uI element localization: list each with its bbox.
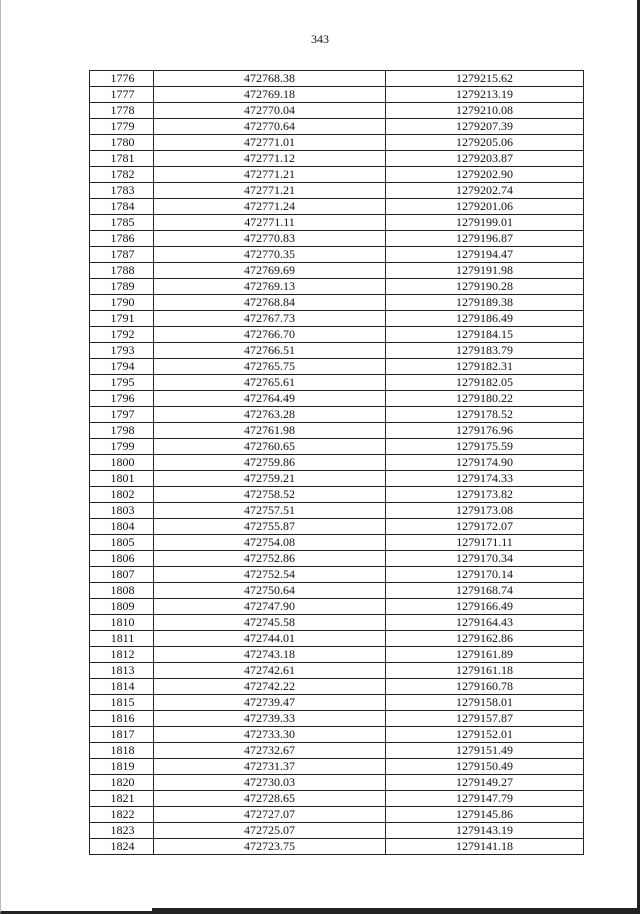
y-coordinate-cell: 1279205.06 <box>386 135 584 151</box>
x-coordinate-cell: 472739.33 <box>154 711 386 727</box>
y-coordinate-cell: 1279164.43 <box>386 615 584 631</box>
table-row <box>90 375 584 391</box>
point-number-cell: 1784 <box>90 199 154 215</box>
table-row <box>90 119 584 135</box>
y-coordinate-cell: 1279151.49 <box>386 743 584 759</box>
x-coordinate-cell: 472771.21 <box>154 183 386 199</box>
y-coordinate-cell: 1279147.79 <box>386 791 584 807</box>
y-coordinate-cell: 1279173.82 <box>386 487 584 503</box>
point-number-cell: 1794 <box>90 359 154 375</box>
point-number-cell: 1789 <box>90 279 154 295</box>
coordinates-table-body <box>90 71 584 855</box>
point-number-cell: 1821 <box>90 791 154 807</box>
x-coordinate-cell: 472743.18 <box>154 647 386 663</box>
x-coordinate-cell: 472744.01 <box>154 631 386 647</box>
x-coordinate-cell: 472771.11 <box>154 215 386 231</box>
table-row <box>90 551 584 567</box>
table-row <box>90 583 584 599</box>
x-coordinate-cell: 472761.98 <box>154 423 386 439</box>
table-row <box>90 151 584 167</box>
y-coordinate-cell: 1279202.74 <box>386 183 584 199</box>
y-coordinate-cell: 1279150.49 <box>386 759 584 775</box>
y-coordinate-cell: 1279182.05 <box>386 375 584 391</box>
x-coordinate-cell: 472763.28 <box>154 407 386 423</box>
y-coordinate-cell: 1279184.15 <box>386 327 584 343</box>
y-coordinate-cell: 1279172.07 <box>386 519 584 535</box>
y-coordinate-cell: 1279152.01 <box>386 727 584 743</box>
table-row <box>90 343 584 359</box>
x-coordinate-cell: 472731.37 <box>154 759 386 775</box>
point-number-cell: 1811 <box>90 631 154 647</box>
y-coordinate-cell: 1279189.38 <box>386 295 584 311</box>
y-coordinate-cell: 1279215.62 <box>386 71 584 87</box>
table-row <box>90 695 584 711</box>
point-number-cell: 1806 <box>90 551 154 567</box>
point-number-cell: 1824 <box>90 839 154 855</box>
table-row <box>90 231 584 247</box>
x-coordinate-cell: 472742.22 <box>154 679 386 695</box>
point-number-cell: 1778 <box>90 103 154 119</box>
table-row <box>90 199 584 215</box>
x-coordinate-cell: 472770.04 <box>154 103 386 119</box>
table-row <box>90 839 584 855</box>
table-row <box>90 791 584 807</box>
y-coordinate-cell: 1279178.52 <box>386 407 584 423</box>
point-number-cell: 1790 <box>90 295 154 311</box>
point-number-cell: 1797 <box>90 407 154 423</box>
x-coordinate-cell: 472771.21 <box>154 167 386 183</box>
y-coordinate-cell: 1279213.19 <box>386 87 584 103</box>
y-coordinate-cell: 1279171.11 <box>386 535 584 551</box>
x-coordinate-cell: 472727.07 <box>154 807 386 823</box>
table-row <box>90 183 584 199</box>
table-row <box>90 359 584 375</box>
point-number-cell: 1820 <box>90 775 154 791</box>
x-coordinate-cell: 472750.64 <box>154 583 386 599</box>
table-row <box>90 663 584 679</box>
point-number-cell: 1819 <box>90 759 154 775</box>
point-number-cell: 1818 <box>90 743 154 759</box>
point-number-cell: 1798 <box>90 423 154 439</box>
x-coordinate-cell: 472728.65 <box>154 791 386 807</box>
table-row <box>90 519 584 535</box>
y-coordinate-cell: 1279174.90 <box>386 455 584 471</box>
point-number-cell: 1793 <box>90 343 154 359</box>
x-coordinate-cell: 472770.83 <box>154 231 386 247</box>
point-number-cell: 1802 <box>90 487 154 503</box>
coordinates-table <box>89 70 584 855</box>
x-coordinate-cell: 472768.84 <box>154 295 386 311</box>
point-number-cell: 1783 <box>90 183 154 199</box>
point-number-cell: 1817 <box>90 727 154 743</box>
table-row <box>90 679 584 695</box>
x-coordinate-cell: 472754.08 <box>154 535 386 551</box>
x-coordinate-cell: 472745.58 <box>154 615 386 631</box>
table-row <box>90 471 584 487</box>
point-number-cell: 1779 <box>90 119 154 135</box>
y-coordinate-cell: 1279190.28 <box>386 279 584 295</box>
table-row <box>90 71 584 87</box>
x-coordinate-cell: 472771.01 <box>154 135 386 151</box>
table-row <box>90 743 584 759</box>
x-coordinate-cell: 472752.86 <box>154 551 386 567</box>
point-number-cell: 1787 <box>90 247 154 263</box>
point-number-cell: 1808 <box>90 583 154 599</box>
table-row <box>90 759 584 775</box>
table-row <box>90 487 584 503</box>
table-row <box>90 567 584 583</box>
y-coordinate-cell: 1279160.78 <box>386 679 584 695</box>
point-number-cell: 1801 <box>90 471 154 487</box>
point-number-cell: 1780 <box>90 135 154 151</box>
x-coordinate-cell: 472769.18 <box>154 87 386 103</box>
y-coordinate-cell: 1279186.49 <box>386 311 584 327</box>
bottom-rule <box>152 908 640 911</box>
table-row <box>90 727 584 743</box>
x-coordinate-cell: 472730.03 <box>154 775 386 791</box>
y-coordinate-cell: 1279202.90 <box>386 167 584 183</box>
table-row <box>90 423 584 439</box>
point-number-cell: 1795 <box>90 375 154 391</box>
point-number-cell: 1800 <box>90 455 154 471</box>
point-number-cell: 1814 <box>90 679 154 695</box>
x-coordinate-cell: 472733.30 <box>154 727 386 743</box>
y-coordinate-cell: 1279162.86 <box>386 631 584 647</box>
x-coordinate-cell: 472770.35 <box>154 247 386 263</box>
x-coordinate-cell: 472769.13 <box>154 279 386 295</box>
y-coordinate-cell: 1279173.08 <box>386 503 584 519</box>
x-coordinate-cell: 472759.86 <box>154 455 386 471</box>
x-coordinate-cell: 472758.52 <box>154 487 386 503</box>
x-coordinate-cell: 472723.75 <box>154 839 386 855</box>
table-row <box>90 823 584 839</box>
point-number-cell: 1815 <box>90 695 154 711</box>
y-coordinate-cell: 1279170.14 <box>386 567 584 583</box>
point-number-cell: 1807 <box>90 567 154 583</box>
x-coordinate-cell: 472765.61 <box>154 375 386 391</box>
point-number-cell: 1785 <box>90 215 154 231</box>
y-coordinate-cell: 1279145.86 <box>386 807 584 823</box>
point-number-cell: 1786 <box>90 231 154 247</box>
table-row <box>90 311 584 327</box>
y-coordinate-cell: 1279194.47 <box>386 247 584 263</box>
table-row <box>90 455 584 471</box>
table-row <box>90 631 584 647</box>
point-number-cell: 1792 <box>90 327 154 343</box>
x-coordinate-cell: 472766.70 <box>154 327 386 343</box>
table-row <box>90 295 584 311</box>
table-row <box>90 535 584 551</box>
table-row <box>90 87 584 103</box>
point-number-cell: 1816 <box>90 711 154 727</box>
table-row <box>90 807 584 823</box>
table-row <box>90 103 584 119</box>
y-coordinate-cell: 1279174.33 <box>386 471 584 487</box>
x-coordinate-cell: 472747.90 <box>154 599 386 615</box>
table-row <box>90 439 584 455</box>
x-coordinate-cell: 472759.21 <box>154 471 386 487</box>
table-row <box>90 503 584 519</box>
point-number-cell: 1799 <box>90 439 154 455</box>
x-coordinate-cell: 472765.75 <box>154 359 386 375</box>
table-row <box>90 647 584 663</box>
y-coordinate-cell: 1279170.34 <box>386 551 584 567</box>
point-number-cell: 1804 <box>90 519 154 535</box>
point-number-cell: 1805 <box>90 535 154 551</box>
x-coordinate-cell: 472755.87 <box>154 519 386 535</box>
point-number-cell: 1812 <box>90 647 154 663</box>
x-coordinate-cell: 472768.38 <box>154 71 386 87</box>
table-row <box>90 407 584 423</box>
x-coordinate-cell: 472732.67 <box>154 743 386 759</box>
y-coordinate-cell: 1279183.79 <box>386 343 584 359</box>
y-coordinate-cell: 1279157.87 <box>386 711 584 727</box>
y-coordinate-cell: 1279161.18 <box>386 663 584 679</box>
point-number-cell: 1782 <box>90 167 154 183</box>
y-coordinate-cell: 1279161.89 <box>386 647 584 663</box>
point-number-cell: 1791 <box>90 311 154 327</box>
x-coordinate-cell: 472769.69 <box>154 263 386 279</box>
point-number-cell: 1776 <box>90 71 154 87</box>
y-coordinate-cell: 1279203.87 <box>386 151 584 167</box>
y-coordinate-cell: 1279149.27 <box>386 775 584 791</box>
point-number-cell: 1810 <box>90 615 154 631</box>
point-number-cell: 1777 <box>90 87 154 103</box>
table-row <box>90 215 584 231</box>
x-coordinate-cell: 472760.65 <box>154 439 386 455</box>
y-coordinate-cell: 1279175.59 <box>386 439 584 455</box>
y-coordinate-cell: 1279196.87 <box>386 231 584 247</box>
table-row <box>90 615 584 631</box>
x-coordinate-cell: 472767.73 <box>154 311 386 327</box>
table-row <box>90 599 584 615</box>
y-coordinate-cell: 1279210.08 <box>386 103 584 119</box>
y-coordinate-cell: 1279141.18 <box>386 839 584 855</box>
table-row <box>90 167 584 183</box>
table-row <box>90 135 584 151</box>
point-number-cell: 1803 <box>90 503 154 519</box>
table-row <box>90 279 584 295</box>
point-number-cell: 1823 <box>90 823 154 839</box>
point-number-cell: 1809 <box>90 599 154 615</box>
point-number-cell: 1813 <box>90 663 154 679</box>
point-number-cell: 1822 <box>90 807 154 823</box>
x-coordinate-cell: 472725.07 <box>154 823 386 839</box>
x-coordinate-cell: 472752.54 <box>154 567 386 583</box>
page-number: 343 <box>311 32 329 46</box>
x-coordinate-cell: 472771.12 <box>154 151 386 167</box>
table-row <box>90 391 584 407</box>
point-number-cell: 1788 <box>90 263 154 279</box>
y-coordinate-cell: 1279166.49 <box>386 599 584 615</box>
x-coordinate-cell: 472766.51 <box>154 343 386 359</box>
y-coordinate-cell: 1279176.96 <box>386 423 584 439</box>
x-coordinate-cell: 472739.47 <box>154 695 386 711</box>
y-coordinate-cell: 1279201.06 <box>386 199 584 215</box>
table-row <box>90 327 584 343</box>
y-coordinate-cell: 1279199.01 <box>386 215 584 231</box>
table-row <box>90 263 584 279</box>
x-coordinate-cell: 472771.24 <box>154 199 386 215</box>
point-number-cell: 1781 <box>90 151 154 167</box>
y-coordinate-cell: 1279191.98 <box>386 263 584 279</box>
y-coordinate-cell: 1279180.22 <box>386 391 584 407</box>
y-coordinate-cell: 1279207.39 <box>386 119 584 135</box>
y-coordinate-cell: 1279143.19 <box>386 823 584 839</box>
y-coordinate-cell: 1279158.01 <box>386 695 584 711</box>
table-row <box>90 247 584 263</box>
x-coordinate-cell: 472757.51 <box>154 503 386 519</box>
y-coordinate-cell: 1279182.31 <box>386 359 584 375</box>
point-number-cell: 1796 <box>90 391 154 407</box>
x-coordinate-cell: 472770.64 <box>154 119 386 135</box>
table-row <box>90 775 584 791</box>
table-row <box>90 711 584 727</box>
x-coordinate-cell: 472764.49 <box>154 391 386 407</box>
x-coordinate-cell: 472742.61 <box>154 663 386 679</box>
y-coordinate-cell: 1279168.74 <box>386 583 584 599</box>
